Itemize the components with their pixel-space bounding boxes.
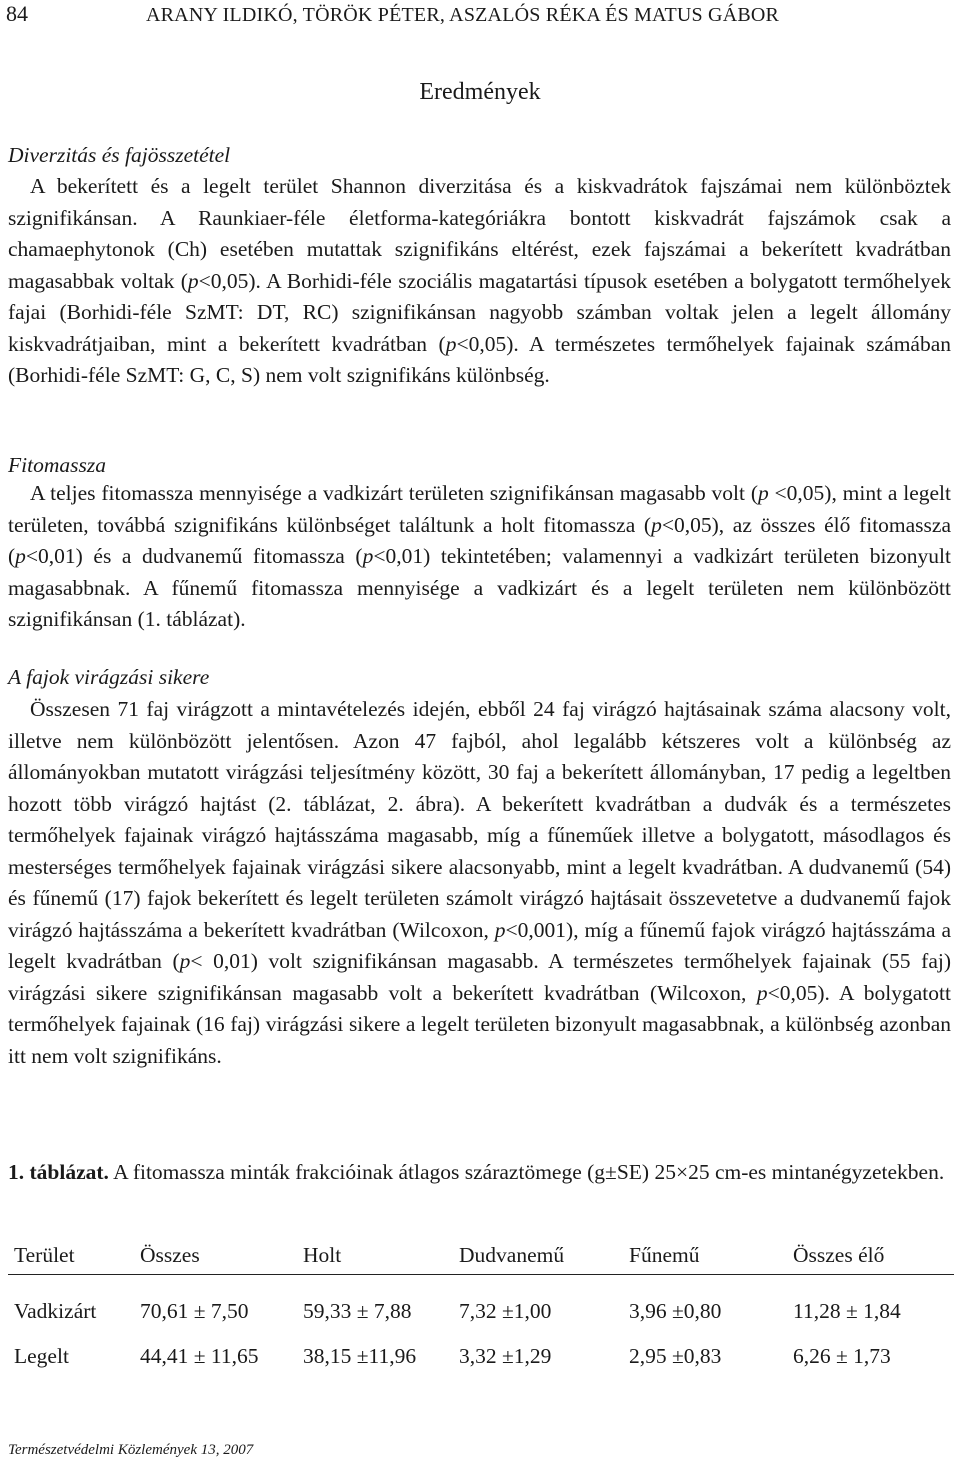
table-caption xyxy=(8,1157,951,1188)
heading-diversity: Diverzitás és fajösszetétel xyxy=(8,143,231,167)
table-cell: Legelt xyxy=(14,1344,69,1368)
col-header: Fűnemű xyxy=(629,1242,700,1267)
table-cell: 3,32 ±1,29 xyxy=(459,1344,552,1368)
table-row xyxy=(8,1334,954,1379)
paragraph-flowering-success: Összesen 71 faj virágzott a mintavételezés idején, ebből 24 faj virágzó hajtásainak száma alacsony volt, illetve nem különbözött jelentősen. Azon 47 fajból, ahol legalább kétszeres volt a különbség az állományokban mutatott virágzási teljesítmény között, 30 faj a bekerített állományban, 17 pedig a legeltben hozott több virágzó hajtást (2. táblázat, 2. ábra). A bekerített kvadrátban a dudvák és a természetes termőhelyek fajainak virágzó hajtásszáma magasabb, míg a fűneműek illetve a bolygatott, másodlagos és mesterséges termőhelyek fajainak virágzási sikere alacsonyabb, mint a legelt kvadrátban. A dudvanemű (54) és fűnemű (17) fajok bekerített és legelt területen számolt virágzó hajtásait összevetetve a dudvanemű fajok virágzó hajtásszáma a bekerített kvadrátban (Wilcoxon, p<0,001), míg a fűnemű fajok virágzó hajtásszáma a legelt kvadrátban (p< 0,01) volt szignifikánsan magasabb. A természetes termőhelyek fajainak (55 faj) virágzási sikere szignifikánsan magasabb volt a bekerített kvadrátban (Wilcoxon, p<0,05). A bolygatott termőhelyek fajainak (16 faj) virágzási sikere a legelt területen bizonyult magasabbnak, a különbség azonban itt nem volt szignifikáns. xyxy=(8,697,951,1068)
table-cell: 38,15 ±11,96 xyxy=(303,1344,417,1368)
table-caption-text: A fitomassza minták frakcióinak átlagos száraztömege (g±SE) 25×25 cm-es mintanégyzetekben. xyxy=(108,1160,945,1184)
table-cell: 2,95 ±0,83 xyxy=(629,1344,722,1368)
col-header: Összes élő xyxy=(793,1242,885,1267)
table-row xyxy=(8,1275,954,1335)
heading-flowering-success: A fajok virágzási sikere xyxy=(8,665,210,689)
table-cell: 59,33 ± 7,88 xyxy=(303,1299,412,1323)
page-number: 84 xyxy=(6,1,28,26)
phytomass-table xyxy=(8,1236,954,1379)
table-cell: 7,32 ±1,00 xyxy=(459,1299,552,1323)
table-cell: 3,96 ±0,80 xyxy=(629,1299,722,1323)
table-cell: 11,28 ± 1,84 xyxy=(793,1299,901,1323)
paragraph-phytomass: A teljes fitomassza mennyisége a vadkizárt területen szignifikánsan magasabb volt (p <0,05), mint a legelt területen, továbbá szignifikáns különbséget találtunk a holt fitomassza (p<0,05), az összes élő fitomassza (p<0,01) és a dudvanemű fitomassza (p<0,01) tekintetében; valamennyi a vadkizárt területen bizonyult magasabbnak. A fűnemű fitomassza mennyisége a vadkizárt és a legelt területen nem különbözött szignifikánsan (1. táblázat). xyxy=(8,481,951,631)
table-cell: 6,26 ± 1,73 xyxy=(793,1344,891,1368)
running-head: ARANY ILDIKÓ, TÖRÖK PÉTER, ASZALÓS RÉKA ÉS MATUS GÁBOR xyxy=(146,4,780,26)
col-header: Holt xyxy=(303,1242,342,1267)
table-caption-label: 1. táblázat. xyxy=(8,1160,109,1184)
heading-phytomass: Fitomassza xyxy=(8,453,106,477)
col-header: Terület xyxy=(14,1242,75,1267)
table-cell: 70,61 ± 7,50 xyxy=(140,1299,249,1323)
paragraph-diversity: A bekerített és a legelt terület Shannon diverzitása és a kiskvadrátok fajszámai nem különböztek szignifikánsan. A Raunkiaer-féle életforma-kategóriákra bontott kiskvadrát fajszámok csak a chamaephytonok (Ch) esetében mutattak szignifikáns eltérést, ezek fajszámai a bekerített kvadrátban magasabbak voltak (p<0,05). A Borhidi-féle szociális magatartási típusok esetében a bolygatott termőhelyek fajai (Borhidi-féle SzMT: DT, RC) szignifikánsan nagyobb számban voltak jelen a legelt állomány kiskvadrátjaiban, mint a bekerített kvadrátban (p<0,05). A természetes termőhelyek fajainak számában (Borhidi-féle SzMT: G, C, S) nem volt szignifikáns különbség. xyxy=(8,174,952,387)
journal-footer: Természetvédelmi Közlemények 13, 2007 xyxy=(8,1442,254,1458)
table-cell: 44,41 ± 11,65 xyxy=(140,1344,259,1368)
table-header-row xyxy=(8,1236,954,1275)
col-header: Összes xyxy=(140,1242,200,1267)
table-cell: Vadkizárt xyxy=(14,1299,97,1323)
section-title: Eredmények xyxy=(419,79,541,105)
col-header: Dudvanemű xyxy=(459,1242,565,1267)
